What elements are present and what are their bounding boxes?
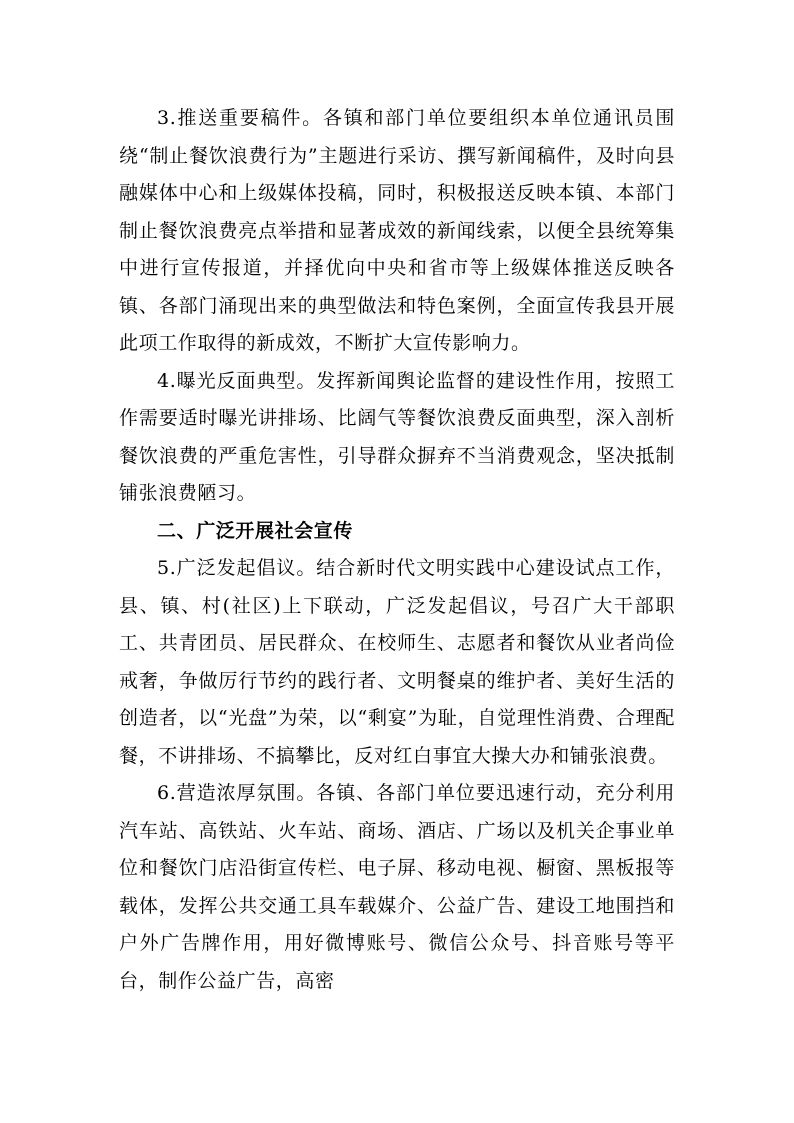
paragraph-expose-negative-cases: 4.曝光反面典型。发挥新闻舆论监督的建设性作用，按照工作需要适时曝光讲排场、比阔气等餐饮浪费反面典型，深入剖析餐饮浪费的严重危害性，引导群众摒弃不当消费观念，坚决抵制铺张浪费陋习。 bbox=[119, 369, 675, 504]
document-body bbox=[119, 100, 675, 1000]
paragraph-create-atmosphere: 6.营造浓厚氛围。各镇、各部门单位要迅速行动，充分利用汽车站、高铁站、火车站、商场、酒店、广场以及机关企事业单位和餐饮门店沿街宣传栏、电子屏、移动电视、橱窗、黑板报等载体，发挥公共交通工具车载媒介、公益广告、建设工地围挡和户外广告牌作用，用好微博账号、微信公众号、抖音账号等平台，制作公益广告，高密 bbox=[119, 782, 675, 992]
paragraph-launch-initiative: 5.广泛发起倡议。结合新时代文明实践中心建设试点工作，县、镇、村(社区)上下联动，广泛发起倡议，号召广大干部职工、共青团员、居民群众、在校师生、志愿者和餐饮从业者尚俭戒奢，争做厉行节约的践行者、文明餐桌的维护者、美好生活的创造者，以“光盘”为荣，以“剩宴”为耻，自觉理性消费、合理配餐，不讲排场、不搞攀比，反对红白事宜大操大办和铺张浪费。 bbox=[119, 557, 675, 767]
section-heading-social-publicity: 二、广泛开展社会宣传 bbox=[157, 519, 354, 542]
paragraph-push-manuscripts: 3.推送重要稿件。各镇和部门单位要组织本单位通讯员围绕“制止餐饮浪费行为”主题进行采访、撰写新闻稿件，及时向县融媒体中心和上级媒体投稿，同时，积极报送反映本镇、本部门制止餐饮浪费亮点举措和显著成效的新闻线索，以便全县统筹集中进行宣传报道，并择优向中央和省市等上级媒体推送反映各镇、各部门涌现出来的典型做法和特色案例，全面宣传我县开展此项工作取得的新成效，不断扩大宣传影响力。 bbox=[119, 107, 675, 354]
